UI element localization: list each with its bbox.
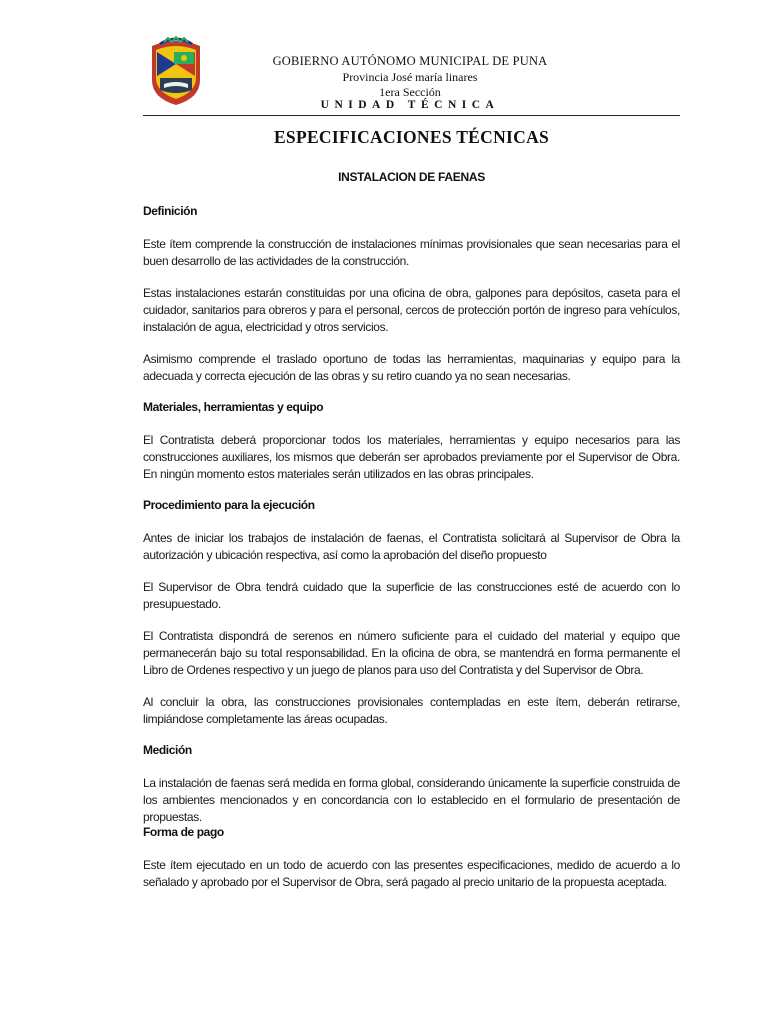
header-institution: GOBIERNO AUTÓNOMO MUNICIPAL DE PUNA — [272, 54, 548, 68]
paragraph: Al concluir la obra, las construcciones provisionales contempladas en este ítem, deberán retirarse, limpiándose completamente las áreas ocupadas. — [143, 695, 680, 726]
paragraph: Este ítem comprende la construcción de instalaciones mínimas provisionales que sean necesarias para el buen desarrollo de las actividades de la construcción. — [143, 237, 680, 268]
paragraph: Estas instalaciones estarán constituidas por una oficina de obra, galpones para depósitos, caseta para el cuidador, sanitarios para obreros y para el personal, cercos de protección portón de ingreso para vehículos, instalación de agua, electricidad y otros servicios. — [143, 286, 680, 334]
header-unit: UNIDAD TÉCNICA — [320, 99, 500, 111]
section-heading-materiales: Materiales, herramientas y equipo — [143, 400, 324, 414]
document-title: ESPECIFICACIONES TÉCNICAS — [273, 127, 550, 147]
paragraph: El Contratista dispondrá de serenos en número suficiente para el cuidado del material y equipo que permanecerán bajo su total responsabilidad. En la oficina de obra, se mantendrá en forma permanente el Libro de Ordenes respectivo y un juego de planos para uso del Contratista y del Supervisor de Obra. — [143, 629, 680, 677]
header-section: 1era Sección — [379, 85, 441, 99]
paragraph: El Contratista deberá proporcionar todos los materiales, herramientas y equipo necesarios para las construcciones auxiliares, los mismos que deberán ser aprobados previamente por el Supervisor de Obra. En ningún momento estos materiales serán utilizados en las obras principales. — [143, 433, 680, 481]
header-divider — [143, 115, 680, 116]
section-heading-medicion: Medición — [143, 743, 192, 757]
section-heading-forma-de-pago: Forma de pago — [143, 825, 224, 839]
paragraph: Asimismo comprende el traslado oportuno de todas las herramientas, maquinarias y equipo para la adecuada y correcta ejecución de las obras y su retiro cuando ya no sean necesarias. — [143, 352, 680, 383]
paragraph: La instalación de faenas será medida en forma global, considerando únicamente la superficie construida de los ambientes mencionados y en concordancia con lo establecido en el formulario de presentación de propuestas. — [143, 776, 680, 824]
paragraph: Antes de iniciar los trabajos de instalación de faenas, el Contratista solicitará al Supervisor de Obra la autorización y ubicación respectiva, así como la aprobación del diseño propuesto — [143, 531, 680, 562]
paragraph: Este ítem ejecutado en un todo de acuerdo con las presentes especificaciones, medido de acuerdo a lo señalado y aprobado por el Supervisor de Obra, será pagado al precio unitario de la propuesta aceptada. — [143, 858, 680, 889]
section-heading-procedimiento: Procedimiento para la ejecución — [143, 498, 315, 512]
paragraph: El Supervisor de Obra tendrá cuidado que la superficie de las construcciones esté de acuerdo con lo presupuestado. — [143, 580, 680, 611]
header-province: Provincia José maría linares — [342, 70, 478, 84]
document-subtitle: INSTALACION DE FAENAS — [338, 170, 485, 184]
section-heading-definicion: Definición — [143, 204, 198, 218]
municipal-crest-icon — [146, 36, 206, 106]
